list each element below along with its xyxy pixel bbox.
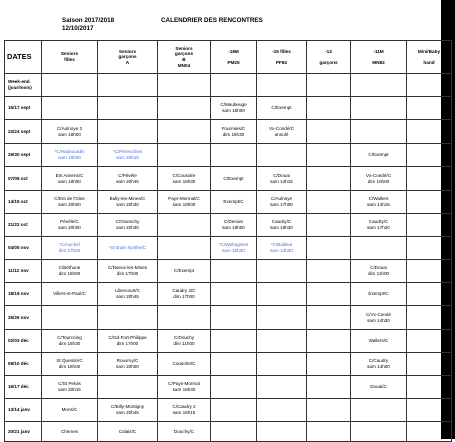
date-cell: 09/10 déc — [5, 353, 42, 376]
doc-date: 12/10/2017 — [62, 25, 94, 32]
column-header: -13 garçons — [307, 41, 351, 74]
column-header: -15 filles PF82 — [257, 41, 307, 74]
page-title: CALENDRIER DES RENCONTRES — [161, 17, 263, 24]
match-cell — [158, 306, 211, 330]
calendar-row — [5, 120, 452, 144]
match-cell — [407, 376, 452, 399]
match-cell — [257, 330, 307, 353]
match-cell: *C/Bailleul sam 14h30 — [257, 237, 307, 260]
match-cell: C/Exempt — [158, 260, 211, 283]
match-cell: Mons/C — [42, 399, 98, 422]
match-cell — [211, 260, 257, 283]
match-cell — [98, 306, 158, 330]
match-cell — [307, 237, 351, 260]
match-cell: C/Wallers sam 14h15 — [351, 191, 407, 214]
match-cell: Ent Amiens/C sam 18h00 — [42, 167, 98, 191]
calendar-row — [5, 191, 452, 214]
match-cell: Vx-Condé/C dim 10h00 — [351, 167, 407, 191]
match-cell — [307, 120, 351, 144]
match-cell — [211, 283, 257, 306]
match-cell: Libercourt/C sam 20h45 — [98, 283, 158, 306]
match-cell: Chemes — [42, 422, 98, 442]
match-cell: Douai/C — [351, 376, 407, 399]
calendar-row — [5, 237, 452, 260]
match-cell — [257, 260, 307, 283]
match-cell: C/Exempt — [351, 144, 407, 167]
match-cell — [407, 283, 452, 306]
match-cell — [351, 237, 407, 260]
match-cell: Caudry/C sam 17h20 — [351, 214, 407, 237]
calendar-row — [5, 330, 452, 353]
match-cell — [307, 306, 351, 330]
match-cell — [257, 353, 307, 376]
match-cell: *C/Wahagnies sam 16h30 — [211, 237, 257, 260]
calendar-row — [5, 306, 452, 330]
calendar-row — [5, 376, 452, 399]
calendar-row — [5, 97, 452, 120]
match-cell: Douchy/C — [158, 422, 211, 442]
header-row — [5, 41, 452, 74]
match-cell — [351, 120, 407, 144]
date-cell: 29/30 sept — [5, 144, 42, 167]
calendar-table — [4, 40, 452, 442]
match-cell — [158, 214, 211, 237]
match-cell: Vx-Condé/C annulé — [257, 120, 307, 144]
match-cell: C/Béthune dim 15h00 — [42, 260, 98, 283]
match-cell — [42, 306, 98, 330]
match-cell: C/Givenchy sam 20h30 — [98, 214, 158, 237]
match-cell — [307, 191, 351, 214]
match-cell: Exempt/C — [351, 283, 407, 306]
match-cell — [307, 74, 351, 97]
match-cell: C/Pays-Mormal sam 18h30 — [158, 376, 211, 399]
match-cell: Fourmies/C dim 16h30 — [211, 120, 257, 144]
match-cell — [307, 399, 351, 422]
match-cell — [257, 144, 307, 167]
date-cell: 04/05 nov — [5, 237, 42, 260]
calendar-row — [5, 353, 452, 376]
match-cell — [307, 167, 351, 191]
match-cell — [257, 283, 307, 306]
match-cell: C/Gd-Fort-Philippe dim 17h00 — [98, 330, 158, 353]
match-cell — [307, 97, 351, 120]
match-cell — [211, 74, 257, 97]
match-cell — [307, 214, 351, 237]
match-cell: C/Noeux-les-Mines dim 17h00 — [98, 260, 158, 283]
match-cell — [257, 399, 307, 422]
column-header: Seniors filles — [42, 41, 98, 74]
table-body — [5, 74, 452, 442]
match-cell: St Quentin/C dim 16h00 — [42, 353, 98, 376]
match-cell: C/Cousolre sam 18h30 — [158, 167, 211, 191]
match-cell — [407, 306, 452, 330]
match-cell: C/Douchy dim 11h00 — [158, 330, 211, 353]
match-cell: Rouvroy/C sam 20h00 — [98, 353, 158, 376]
match-cell — [407, 214, 452, 237]
date-cell: 02/03 déc — [5, 330, 42, 353]
match-cell: Caudry 2/C dim 17h00 — [158, 283, 211, 306]
match-cell — [407, 260, 452, 283]
match-cell: C/Aulnoye 2 sam 18h00 — [42, 120, 98, 144]
match-cell — [98, 74, 158, 97]
match-cell — [407, 97, 452, 120]
match-cell — [351, 399, 407, 422]
match-cell — [98, 120, 158, 144]
column-header-dates: DATES — [5, 41, 42, 74]
calendar-row — [5, 260, 452, 283]
match-cell: C/Vx-Condé sam 14h30 — [351, 306, 407, 330]
match-cell: C/Aulnoye sam 17h00 — [257, 191, 307, 214]
match-cell: C/Caudry 2 sam 18h15 — [158, 399, 211, 422]
calendar-row — [5, 144, 452, 167]
match-cell — [407, 167, 452, 191]
match-cell: C/Ent de l'Oise sam 20h00 — [42, 191, 98, 214]
calendar-row — [5, 214, 452, 237]
column-header: -11M MN82 — [351, 41, 407, 74]
calendar-row — [5, 399, 452, 422]
match-cell — [211, 399, 257, 422]
match-cell — [98, 97, 158, 120]
match-cell: *C/Haubourdin sam 18h00 — [42, 144, 98, 167]
match-cell: C/Billy-Montigny sam 20h45 — [98, 399, 158, 422]
match-cell — [307, 283, 351, 306]
match-cell: C/Exempt — [257, 97, 307, 120]
match-cell — [407, 399, 452, 422]
date-cell: 11/12 nov — [5, 260, 42, 283]
match-cell — [307, 376, 351, 399]
match-cell: Wallers/C — [351, 330, 407, 353]
match-cell: *Grande Synthe/C — [98, 237, 158, 260]
column-header: Seniors garçons A — [98, 41, 158, 74]
match-cell: Pévèle/C sam 20h00 — [42, 214, 98, 237]
match-cell — [158, 237, 211, 260]
match-cell — [211, 376, 257, 399]
match-cell: Cousolre/C — [158, 353, 211, 376]
date-cell: 16/17 déc — [5, 376, 42, 399]
match-cell — [211, 353, 257, 376]
column-header: Seniors garçons B MN04 — [158, 41, 211, 74]
match-cell — [211, 306, 257, 330]
date-cell: 13/14 janv — [5, 399, 42, 422]
calendar-row — [5, 74, 452, 97]
match-cell: C/Douai sam 14h15 — [257, 167, 307, 191]
doc-header — [62, 17, 114, 33]
date-cell: 18/19 nov — [5, 283, 42, 306]
match-cell — [98, 376, 158, 399]
match-cell — [407, 237, 452, 260]
match-cell — [407, 353, 452, 376]
match-cell: C/Caudry sam 14h00 — [351, 353, 407, 376]
match-cell: Calais/C — [98, 422, 158, 442]
match-cell — [351, 74, 407, 97]
match-cell: C/Pévèle sam 20h45 — [98, 167, 158, 191]
match-cell — [307, 330, 351, 353]
match-cell — [307, 144, 351, 167]
calendar-row — [5, 167, 452, 191]
match-cell: C/Maubeuge sam 15h00 — [211, 97, 257, 120]
date-cell: 07/08 oct — [5, 167, 42, 191]
match-cell: Villers-st-Paul/C — [42, 283, 98, 306]
match-cell: Pays-Mormal/C sam 18h00 — [158, 191, 211, 214]
match-cell: C/Tourcoing dim 15h30 — [42, 330, 98, 353]
match-cell: C/St Pelois sam 20h15 — [42, 376, 98, 399]
date-cell: 20/21 janv — [5, 422, 42, 442]
match-cell — [407, 144, 452, 167]
match-cell — [407, 191, 452, 214]
match-cell: Bully-les-Mines/C sam 20h30 — [98, 191, 158, 214]
match-cell — [211, 144, 257, 167]
match-cell — [407, 330, 452, 353]
date-cell: Week-end (jour/mois) — [5, 74, 42, 97]
match-cell: Caudry/C sam 18h30 — [257, 214, 307, 237]
match-cell — [42, 74, 98, 97]
match-cell — [42, 97, 98, 120]
column-header: -18M PM25 — [211, 41, 257, 74]
match-cell — [158, 97, 211, 120]
match-cell — [211, 330, 257, 353]
match-cell — [158, 74, 211, 97]
match-cell: *C/Auchel dim 17h00 — [42, 237, 98, 260]
match-cell: Exempt/C — [211, 191, 257, 214]
match-cell — [407, 120, 452, 144]
calendar-row — [5, 283, 452, 306]
match-cell — [257, 74, 307, 97]
match-cell — [158, 120, 211, 144]
match-cell: C/Denain sam 18h00 — [211, 214, 257, 237]
season-label: Saison 2017/2018 — [62, 17, 115, 24]
match-cell: *C/Pérenchies sam 20h15 — [98, 144, 158, 167]
match-cell — [257, 376, 307, 399]
match-cell — [158, 144, 211, 167]
date-cell: 25/26 nov — [5, 306, 42, 330]
match-cell: C/Exempt — [211, 167, 257, 191]
match-cell: C/Douai dim 11h00 — [351, 260, 407, 283]
date-cell: 21/22 oct — [5, 214, 42, 237]
match-cell — [407, 74, 452, 97]
match-cell — [307, 353, 351, 376]
match-cell — [307, 260, 351, 283]
date-cell: 14/15 oct — [5, 191, 42, 214]
date-cell: 23/24 sept — [5, 120, 42, 144]
match-cell — [257, 306, 307, 330]
match-cell — [351, 97, 407, 120]
column-header: Mini/Baby hand — [407, 41, 452, 74]
date-cell: 16/17 sept — [5, 97, 42, 120]
